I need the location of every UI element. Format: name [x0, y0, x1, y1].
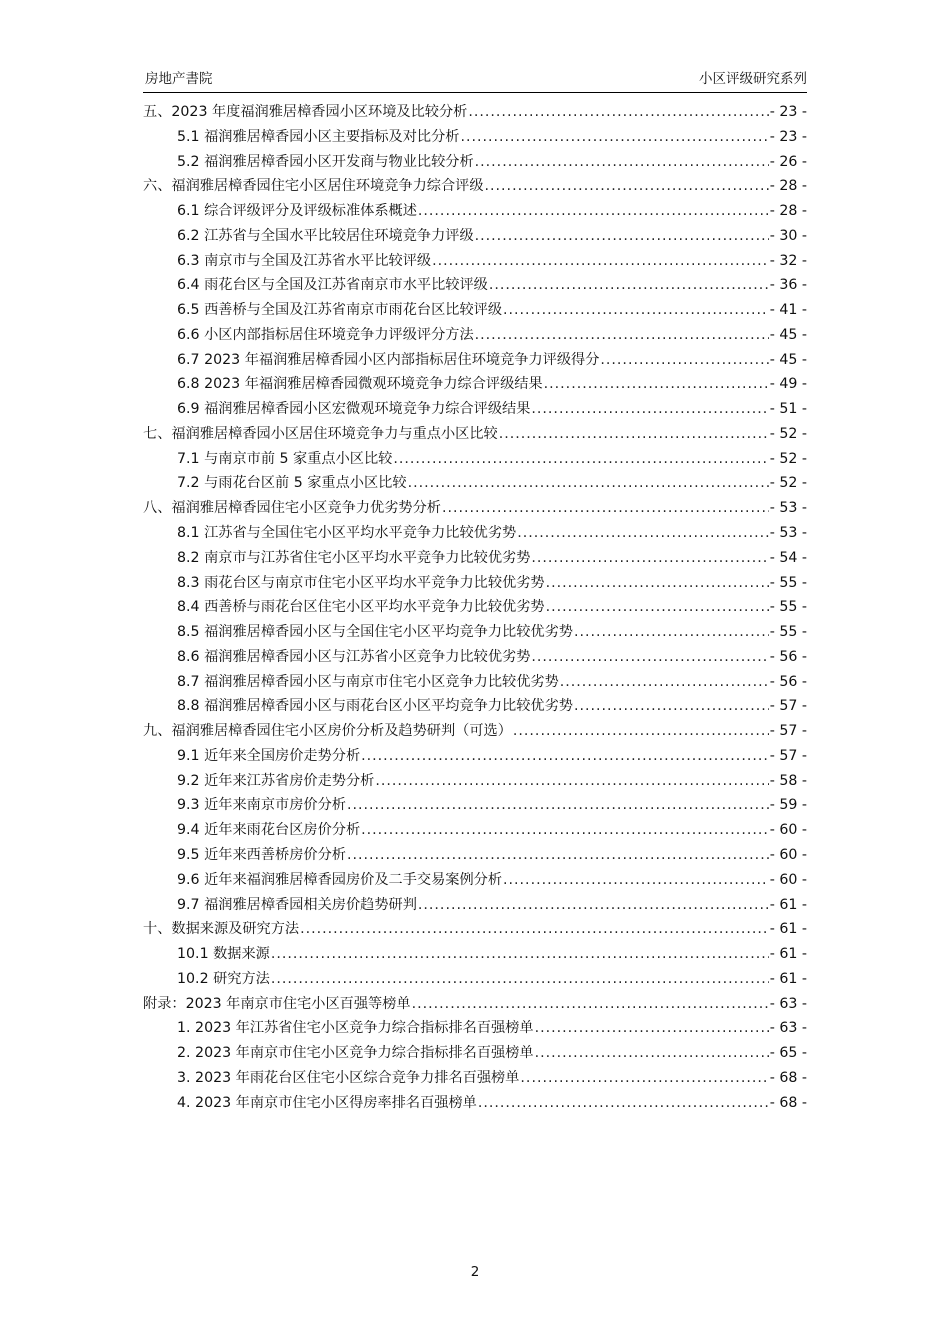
toc-dot-leader — [544, 372, 769, 397]
toc-entry-title: 七、福润雅居樟香园小区居住环境竞争力与重点小区比较 — [143, 425, 498, 442]
toc-entry-page: - 61 - — [769, 921, 807, 938]
toc-entry-page: - 61 - — [769, 946, 807, 963]
toc-entry-page: - 68 - — [769, 1069, 807, 1086]
toc-section-entry[interactable] — [143, 893, 807, 918]
toc-entry-page: - 63 - — [769, 1020, 807, 1037]
toc-entry-page: - 36 - — [769, 277, 807, 294]
toc-entry-title: 6.2 江苏省与全国水平比较居住环境竞争力评级 — [177, 227, 474, 244]
toc-section-entry[interactable] — [143, 793, 807, 818]
toc-entry-page: - 57 - — [769, 698, 807, 715]
toc-entry-title: 5.1 福润雅居樟香园小区主要指标及对比分析 — [177, 128, 460, 145]
toc-entry-title: 8.4 西善桥与雨花台区住宅小区平均水平竞争力比较优劣势 — [177, 599, 545, 616]
toc-dot-leader — [499, 422, 769, 447]
toc-dot-leader — [546, 595, 769, 620]
toc-entry-title: 六、福润雅居樟香园住宅小区居住环境竞争力综合评级 — [143, 178, 484, 195]
toc-entry-page: - 26 - — [769, 153, 807, 170]
toc-section-entry[interactable] — [143, 447, 807, 472]
toc-section-entry[interactable] — [143, 843, 807, 868]
toc-entry-page: - 53 - — [769, 525, 807, 542]
toc-entry-page: - 63 - — [769, 995, 807, 1012]
toc-dot-leader — [408, 471, 769, 496]
toc-entry-title: 8.5 福润雅居樟香园小区与全国住宅小区平均竞争力比较优劣势 — [177, 624, 573, 641]
toc-entry-page: - 52 - — [769, 450, 807, 467]
toc-dot-leader — [432, 249, 769, 274]
toc-entry-page: - 52 - — [769, 475, 807, 492]
toc-entry-title: 2. 2023 年南京市住宅小区竞争力综合指标排名百强榜单 — [177, 1045, 534, 1062]
toc-dot-leader — [574, 694, 769, 719]
toc-dot-leader — [535, 1041, 769, 1066]
toc-entry-page: - 28 - — [769, 203, 807, 220]
toc-section-entry[interactable] — [143, 1066, 807, 1091]
toc-dot-leader — [347, 793, 769, 818]
toc-entry-title: 4. 2023 年南京市住宅小区得房率排名百强榜单 — [177, 1094, 477, 1111]
toc-dot-leader — [271, 942, 769, 967]
toc-entry-page: - 55 - — [769, 599, 807, 616]
toc-entry-title: 6.9 福润雅居樟香园小区宏微观环境竞争力综合评级结果 — [177, 401, 531, 418]
toc-section-entry[interactable] — [143, 249, 807, 274]
toc-entry-page: - 60 - — [769, 846, 807, 863]
toc-entry-title: 6.1 综合评级评分及评级标准体系概述 — [177, 203, 417, 220]
toc-entry-title: 8.7 福润雅居樟香园小区与南京市住宅小区竞争力比较优劣势 — [177, 673, 559, 690]
page-header — [143, 68, 807, 93]
toc-dot-leader — [475, 224, 769, 249]
toc-entry-title: 9.5 近年来西善桥房价分析 — [177, 846, 346, 863]
toc-dot-leader — [546, 571, 769, 596]
toc-entry-title: 十、数据来源及研究方法 — [143, 921, 300, 938]
toc-dot-leader — [361, 744, 769, 769]
toc-entry-page: - 32 - — [769, 252, 807, 269]
toc-entry-title: 9.1 近年来全国房价走势分析 — [177, 747, 361, 764]
toc-dot-leader — [468, 100, 768, 125]
toc-entry-title: 7.1 与南京市前 5 家重点小区比较 — [177, 450, 393, 467]
toc-dot-leader — [531, 546, 768, 571]
toc-entry-title: 6.6 小区内部指标居住环境竞争力评级评分方法 — [177, 326, 474, 343]
toc-dot-leader — [520, 1066, 768, 1091]
toc-entry-title: 3. 2023 年雨花台区住宅小区综合竞争力排名百强榜单 — [177, 1069, 520, 1086]
toc-dot-leader — [489, 273, 769, 298]
toc-chapter-entry[interactable] — [143, 496, 807, 521]
toc-entry-page: - 49 - — [769, 376, 807, 393]
toc-dot-leader — [393, 447, 768, 472]
toc-entry-title: 6.3 南京市与全国及江苏省水平比较评级 — [177, 252, 432, 269]
toc-section-entry[interactable] — [143, 1041, 807, 1066]
toc-section-entry[interactable] — [143, 323, 807, 348]
toc-chapter-entry[interactable] — [143, 917, 807, 942]
toc-section-entry[interactable] — [143, 224, 807, 249]
toc-entry-title: 9.7 福润雅居樟香园相关房价趋势研判 — [177, 896, 417, 913]
toc-entry-page: - 59 - — [769, 797, 807, 814]
toc-dot-leader — [475, 323, 769, 348]
toc-entry-title: 6.5 西善桥与全国及江苏省南京市雨花台区比较评级 — [177, 302, 503, 319]
toc-section-entry[interactable] — [143, 694, 807, 719]
toc-section-entry[interactable] — [143, 298, 807, 323]
toc-chapter-entry[interactable] — [143, 100, 807, 125]
toc-dot-leader — [361, 818, 769, 843]
toc-section-entry[interactable] — [143, 1091, 807, 1116]
header-left-text: 房地产書院 — [145, 71, 213, 87]
toc-dot-leader — [347, 843, 769, 868]
toc-section-entry[interactable] — [143, 645, 807, 670]
toc-section-entry[interactable] — [143, 1016, 807, 1041]
toc-entry-page: - 45 - — [769, 326, 807, 343]
toc-dot-leader — [418, 199, 769, 224]
toc-chapter-entry[interactable] — [143, 992, 807, 1017]
toc-dot-leader — [560, 670, 769, 695]
toc-section-entry[interactable] — [143, 818, 807, 843]
toc-entry-page: - 30 - — [769, 227, 807, 244]
toc-entry-title: 5.2 福润雅居樟香园小区开发商与物业比较分析 — [177, 153, 474, 170]
toc-entry-page: - 53 - — [769, 500, 807, 517]
toc-section-entry[interactable] — [143, 571, 807, 596]
toc-dot-leader — [531, 645, 768, 670]
toc-dot-leader — [531, 397, 768, 422]
toc-dot-leader — [475, 150, 769, 175]
toc-entry-title: 8.1 江苏省与全国住宅小区平均水平竞争力比较优劣势 — [177, 525, 517, 542]
toc-entry-title: 9.2 近年来江苏省房价走势分析 — [177, 772, 375, 789]
toc-entry-title: 6.8 2023 年福润雅居樟香园微观环境竞争力综合评级结果 — [177, 376, 543, 393]
toc-section-entry[interactable] — [143, 471, 807, 496]
toc-dot-leader — [600, 348, 768, 373]
toc-dot-leader — [418, 893, 769, 918]
toc-entry-title: 10.1 数据来源 — [177, 946, 270, 963]
toc-entry-page: - 65 - — [769, 1045, 807, 1062]
toc-entry-page: - 56 - — [769, 673, 807, 690]
toc-section-entry[interactable] — [143, 769, 807, 794]
toc-section-entry[interactable] — [143, 125, 807, 150]
toc-section-entry[interactable] — [143, 744, 807, 769]
toc-entry-title: 6.7 2023 年福润雅居樟香园小区内部指标居住环境竞争力评级得分 — [177, 351, 600, 368]
toc-dot-leader — [375, 769, 768, 794]
toc-section-entry[interactable] — [143, 670, 807, 695]
toc-section-entry[interactable] — [143, 868, 807, 893]
toc-entry-page: - 55 - — [769, 574, 807, 591]
toc-section-entry[interactable] — [143, 150, 807, 175]
toc-section-entry[interactable] — [143, 397, 807, 422]
toc-section-entry[interactable] — [143, 546, 807, 571]
toc-section-entry[interactable] — [143, 521, 807, 546]
toc-entry-title: 五、2023 年度福润雅居樟香园小区环境及比较分析 — [143, 104, 468, 120]
toc-chapter-entry[interactable] — [143, 174, 807, 199]
toc-entry-title: 8.6 福润雅居樟香园小区与江苏省小区竞争力比较优劣势 — [177, 648, 531, 665]
toc-section-entry[interactable] — [143, 199, 807, 224]
toc-entry-page: - 52 - — [769, 425, 807, 442]
toc-dot-leader — [412, 992, 769, 1017]
toc-section-entry[interactable] — [143, 967, 807, 992]
toc-section-entry[interactable] — [143, 273, 807, 298]
toc-entry-title: 八、福润雅居樟香园住宅小区竞争力优劣势分析 — [143, 500, 441, 517]
toc-entry-page: - 57 - — [769, 747, 807, 764]
toc-entry-page: - 54 - — [769, 549, 807, 566]
toc-entry-title: 8.2 南京市与江苏省住宅小区平均水平竞争力比较优劣势 — [177, 549, 531, 566]
toc-dot-leader — [517, 521, 768, 546]
toc-entry-page: - 28 - — [769, 178, 807, 195]
toc-dot-leader — [300, 917, 769, 942]
toc-dot-leader — [460, 125, 768, 150]
toc-dot-leader — [478, 1091, 769, 1116]
toc-entry-page: - 56 - — [769, 648, 807, 665]
toc-section-entry[interactable] — [143, 348, 807, 373]
toc-entry-page: - 61 - — [769, 970, 807, 987]
toc-entry-page: - 51 - — [769, 401, 807, 418]
toc-entry-page: - 68 - — [769, 1094, 807, 1111]
toc-entry-title: 1. 2023 年江苏省住宅小区竞争力综合指标排名百强榜单 — [177, 1020, 534, 1037]
toc-dot-leader — [485, 174, 769, 199]
toc-entry-title: 8.8 福润雅居樟香园小区与雨花台区小区平均竞争力比较优劣势 — [177, 698, 573, 715]
toc-section-entry[interactable] — [143, 620, 807, 645]
toc-entry-title: 9.4 近年来雨花台区房价分析 — [177, 822, 361, 839]
toc-entry-title: 附录：2023 年南京市住宅小区百强等榜单 — [143, 995, 411, 1012]
toc-dot-leader — [503, 298, 769, 323]
toc-entry-page: - 23 - — [769, 128, 807, 145]
toc-section-entry[interactable] — [143, 595, 807, 620]
toc-entry-page: - 61 - — [769, 896, 807, 913]
toc-section-entry[interactable] — [143, 942, 807, 967]
toc-entry-page: - 58 - — [769, 772, 807, 789]
toc-dot-leader — [271, 967, 769, 992]
toc-dot-leader — [535, 1016, 769, 1041]
toc-section-entry[interactable] — [143, 372, 807, 397]
toc-entry-title: 8.3 雨花台区与南京市住宅小区平均水平竞争力比较优劣势 — [177, 574, 545, 591]
toc-entry-page: - 60 - — [769, 822, 807, 839]
toc-entry-page: - 60 - — [769, 871, 807, 888]
toc-dot-leader — [442, 496, 769, 521]
toc-entry-page: - 57 - — [769, 723, 807, 740]
toc-entry-page: - 23 - — [769, 104, 807, 120]
toc-entry-page: - 45 - — [769, 351, 807, 368]
toc-chapter-entry[interactable] — [143, 719, 807, 744]
toc-dot-leader — [503, 868, 769, 893]
toc-entry-page: - 55 - — [769, 624, 807, 641]
toc-entry-title: 10.2 研究方法 — [177, 970, 270, 987]
toc-entry-title: 9.6 近年来福润雅居樟香园房价及二手交易案例分析 — [177, 871, 503, 888]
toc-entry-title: 9.3 近年来南京市房价分析 — [177, 797, 346, 814]
toc-chapter-entry[interactable] — [143, 422, 807, 447]
toc-dot-leader — [574, 620, 769, 645]
toc-entry-title: 6.4 雨花台区与全国及江苏省南京市水平比较评级 — [177, 277, 488, 294]
toc-entry-title: 7.2 与雨花台区前 5 家重点小区比较 — [177, 475, 407, 492]
toc-entry-title: 九、福润雅居樟香园住宅小区房价分析及趋势研判（可选） — [143, 723, 512, 740]
toc-dot-leader — [513, 719, 769, 744]
table-of-contents — [143, 100, 807, 1115]
header-right-text: 小区评级研究系列 — [699, 71, 807, 87]
toc-entry-page: - 41 - — [769, 302, 807, 319]
page-number: 2 — [470, 1264, 480, 1280]
